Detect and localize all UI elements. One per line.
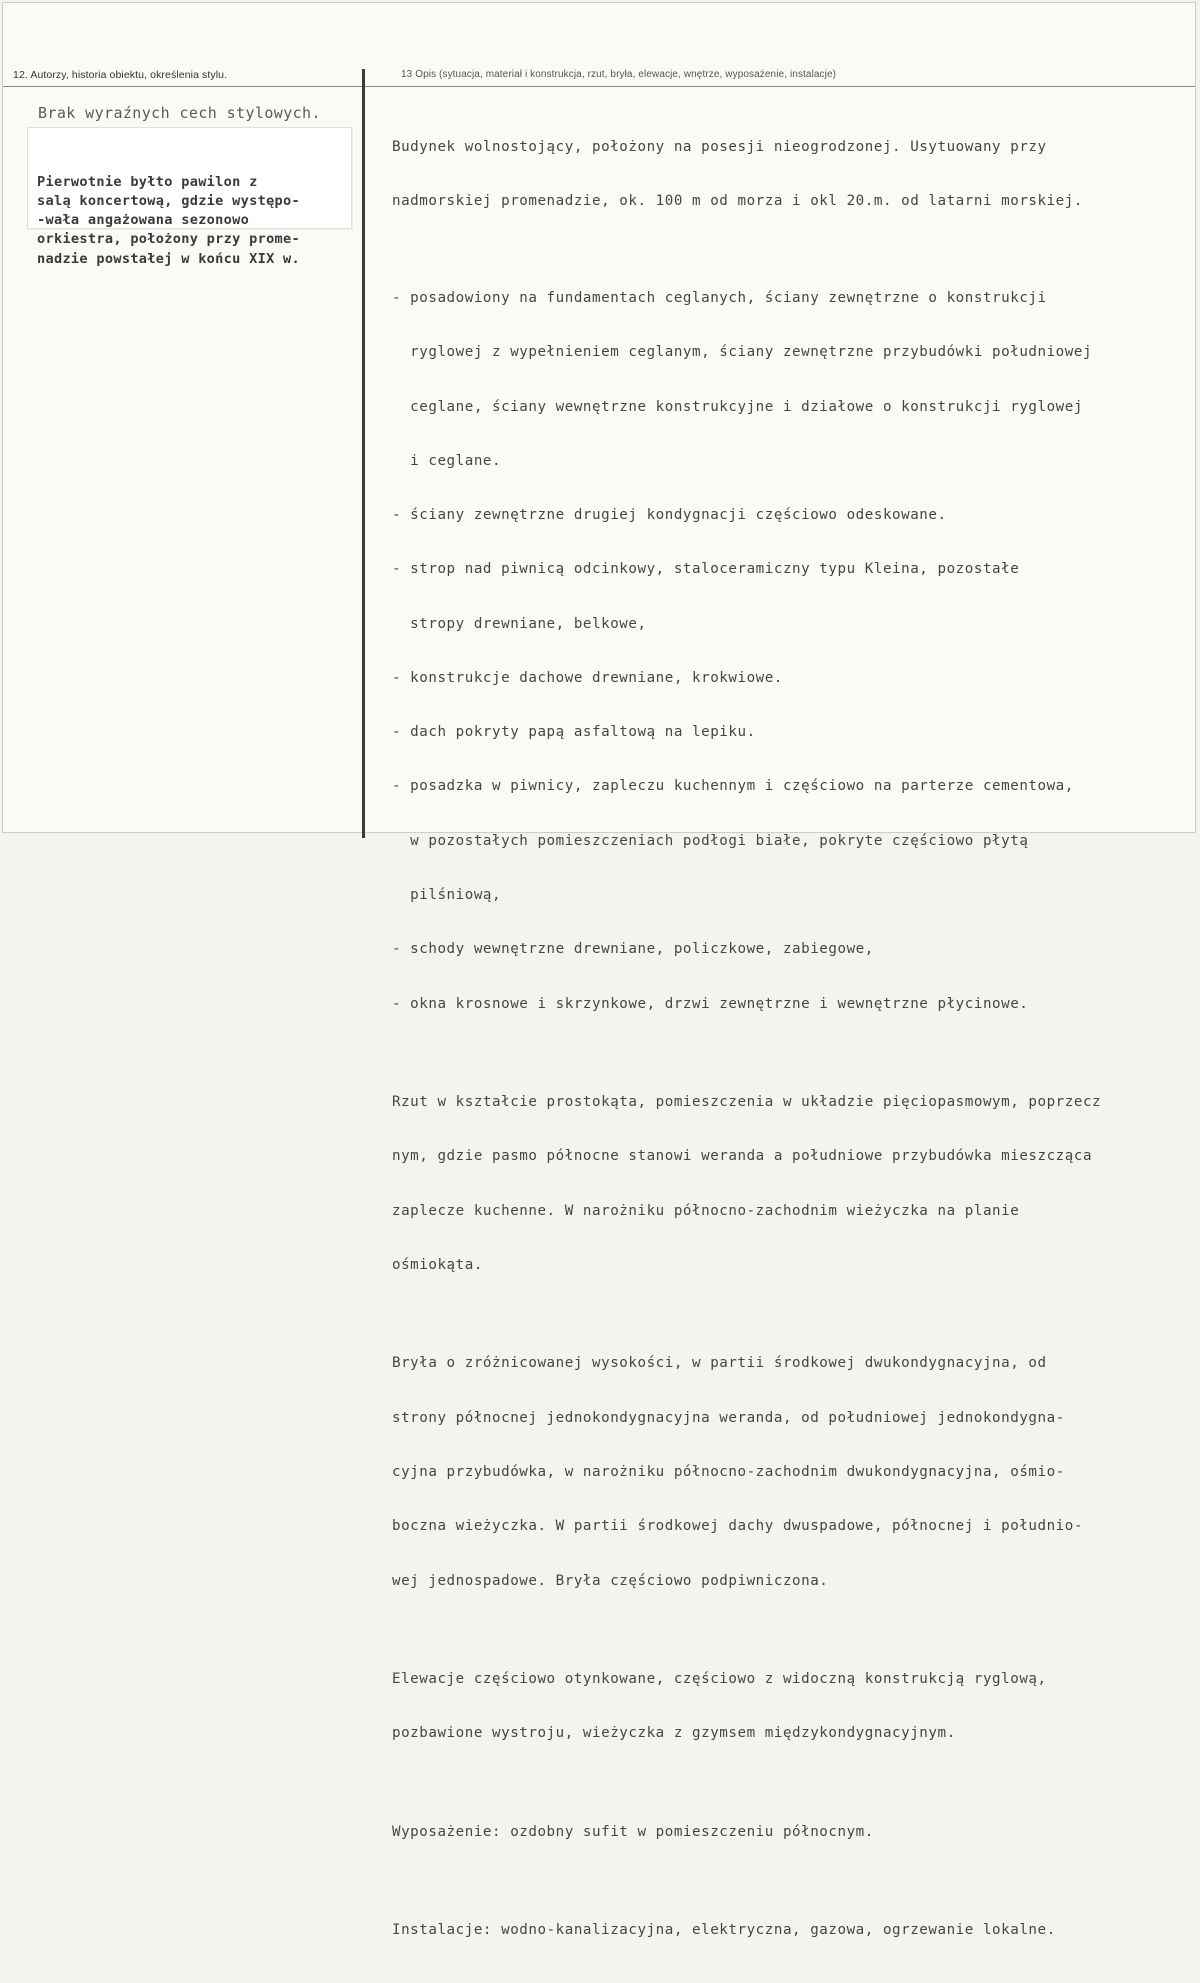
equipment-paragraph [392, 1787, 1192, 1877]
pasted-history-note [27, 127, 352, 267]
text-line: pilśniową, [392, 887, 502, 904]
text-line: - posadowiony na fundamentach ceglanych, ściany zewnętrzne o konstrukcji [392, 289, 1047, 306]
record-card [2, 2, 1196, 1939]
history-note-line: orkiestra, położony przy prome- [37, 231, 301, 248]
history-note-line: nadzie powstałej w końcu XIX w. [37, 250, 301, 267]
plan-paragraph [392, 1057, 1192, 1310]
text-line: ryglowej z wypełnieniem ceglanym, ściany zewnętrzne przybudówki południowej [392, 344, 1093, 361]
text-line: - posadzka w piwnicy, zapleczu kuchennym i częściowo na parterze cementowa, [392, 778, 1074, 795]
text-line: i ceglane. [392, 452, 502, 469]
text-line: - dach pokryty papą asfaltową na lepiku. [392, 724, 756, 741]
history-note-line: -wała angażowana sezonowo [37, 212, 250, 229]
text-line: Bryła o zróżnicowanej wysokości, w partii środkowej dwukondygnacyjna, od [392, 1355, 1047, 1372]
history-note-text [37, 135, 300, 307]
text-line: nadmorskiej promenadzie, ok. 100 m od morza i okl 20.m. od latarni morskiej. [392, 193, 1083, 210]
style-note: Brak wyraźnych cech stylowych. [38, 104, 321, 122]
text-line: ceglane, ściany wewnętrzne konstrukcyjne i działowe o konstrukcji ryglowej [392, 398, 1083, 415]
column-divider [362, 69, 365, 838]
history-note-line: salą koncertową, gdzie występo- [37, 193, 301, 210]
history-note-line: Pierwotnie byłto pawilon z [37, 174, 258, 191]
header-rule [3, 86, 1195, 87]
elevations-paragraph [392, 1634, 1192, 1779]
massing-paragraph [392, 1318, 1192, 1626]
text-line: - strop nad piwnicą odcinkowy, staloceramiczny typu Kleina, pozostałe [392, 561, 1020, 578]
text-line: strony północnej jednokondygnacyjna weranda, od południowej jednokondygna- [392, 1409, 1065, 1426]
text-line: Wyposażenie: ozdobny sufit w pomieszczeniu północnym. [392, 1823, 874, 1840]
text-line: Elewacje częściowo otynkowane, częściowo z widoczną konstrukcją ryglową, [392, 1670, 1047, 1687]
materials-list [392, 253, 1192, 1049]
description-column [392, 102, 1192, 1983]
text-line: - konstrukcje dachowe drewniane, krokwiowe. [392, 669, 783, 686]
section-13-header: 13 Opis (sytuacja, materiał i konstrukcja, rzut, bryła, elewacje, wnętrze, wyposażenie, instalacje) [401, 69, 837, 80]
text-line: - okna krosnowe i skrzynkowe, drzwi zewnętrzne i wewnętrzne płycinowe. [392, 995, 1029, 1012]
text-line: cyjna przybudówka, w narożniku północno-zachodnim dwukondygnacyjna, ośmio- [392, 1463, 1065, 1480]
text-line: pozbawione wystroju, wieżyczka z gzymsem międzykondygnacyjnym. [392, 1725, 956, 1742]
text-line: Rzut w kształcie prostokąta, pomieszczenia w układzie pięciopasmowym, poprzecz [392, 1094, 1102, 1111]
text-line: wej jednospadowe. Bryła częściowo podpiwniczona. [392, 1572, 829, 1589]
text-line: boczna wieżyczka. W partii środkowej dachy dwuspadowe, północnej i południo- [392, 1518, 1083, 1535]
text-line: stropy drewniane, belkowe, [392, 615, 647, 632]
text-line: w pozostałych pomieszczeniach podłogi białe, pokryte częściowo płytą [392, 832, 1029, 849]
text-line: nym, gdzie pasmo północne stanowi weranda a południowe przybudówka mieszcząca [392, 1148, 1093, 1165]
text-line: Budynek wolnostojący, położony na posesji nieogrodzonej. Usytuowany przy [392, 139, 1047, 156]
situation-paragraph [392, 102, 1192, 247]
text-line: ośmiokąta. [392, 1256, 483, 1273]
text-line: - ściany zewnętrzne drugiej kondygnacji częściowo odeskowane. [392, 507, 947, 524]
text-line: zaplecze kuchenne. W narożniku północno-zachodnim wieżyczka na planie [392, 1202, 1020, 1219]
installations-paragraph [392, 1885, 1192, 1975]
section-12-header: 12. Autorzy, historia obiektu, określenia stylu. [13, 69, 228, 81]
text-line: Instalacje: wodno-kanalizacyjna, elektryczna, gazowa, ogrzewanie lokalne. [392, 1922, 1056, 1939]
text-line: - schody wewnętrzne drewniane, policzkowe, zabiegowe, [392, 941, 874, 958]
